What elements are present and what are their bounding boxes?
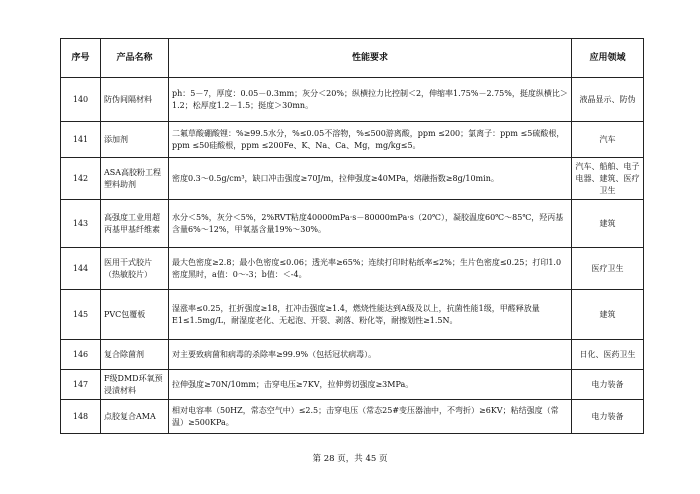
table-row [61,370,644,400]
application-field: 医疗卫生 [572,248,644,290]
performance-requirements: 相对电容率（50HZ，常态空气中）≤2.5；击穿电压（常态25#变压器油中，不弯折）≥6KV；粘结强度（常温）≥500KPa。 [169,400,572,434]
application-field: 建筑 [572,290,644,340]
row-number: 141 [61,122,101,158]
performance-requirements: ph：5－7，厚度：0.05－0.3mm；灰分＜20%；纵横拉力比控制＜2，伸缩率1.75%－2.75%，挺度纵横比＞1.2；松厚度1.2－1.5；挺度＞30mn。 [169,78,572,122]
performance-requirements: 湿涨率≤0.25，扛折强度≥18，扛冲击强度≥1.4，燃烧性能达到A级及以上，抗菌性能1级，甲醛释放量E1≤1.5mg/L，耐湿度老化、无起泡、开裂、剥落、粉化等，耐擦划性≥1.5N。 [169,290,572,340]
row-number: 146 [61,340,101,370]
table-row [61,340,644,370]
performance-requirements: 拉伸强度≥70N/10mm；击穿电压≥7KV，拉伸剪切强度≥3MPa。 [169,370,572,400]
table-header-row [61,39,644,78]
row-number: 144 [61,248,101,290]
product-name: PVC包覆板 [101,290,169,340]
product-table [60,38,644,434]
performance-requirements: 密度0.3～0.5g/cm³，缺口冲击强度≥70J/m，拉伸强度≥40MPa，熔融指数≥8g/10min。 [169,158,572,200]
product-name: F级DMD环氧预浸渍材料 [101,370,169,400]
header-product-name: 产品名称 [101,39,169,78]
application-field: 建筑 [572,200,644,248]
product-name: 防伪间隔材料 [101,78,169,122]
table-row [61,248,644,290]
row-number: 143 [61,200,101,248]
row-number: 140 [61,78,101,122]
product-name: 点胶复合AMA [101,400,169,434]
page-footer: 第 28 页，共 45 页 [312,454,388,464]
table-row [61,290,644,340]
application-field: 日化、医药卫生 [572,340,644,370]
product-name: 添加剂 [101,122,169,158]
header-serial-number: 序号 [61,39,101,78]
product-name: 高强度工业用超丙基甲基纤维素 [101,200,169,248]
performance-requirements: 对主要致病菌和病毒的杀除率≥99.9%（包括冠状病毒）。 [169,340,572,370]
table-row [61,200,644,248]
row-number: 142 [61,158,101,200]
table-row [61,158,644,200]
application-field: 电力装备 [572,400,644,434]
table-row [61,122,644,158]
product-name: 医用干式胶片（热敏胶片） [101,248,169,290]
row-number: 148 [61,400,101,434]
performance-requirements: 最大色密度≥2.8；最小色密度≤0.06；透光率≥65%；连续打印时粘纸率≤2%；生片色密度≤0.25；打印1.0密度黑时，a值：0～-3；b值：＜-4。 [169,248,572,290]
performance-requirements: 水分＜5%，灰分＜5%，2%RVT粘度40000mPa·s－80000mPa·s（20℃），凝胶温度60℃～85℃，羟丙基含量6%～12%，甲氧基含量19%～30%。 [169,200,572,248]
application-field: 液晶显示、防伪 [572,78,644,122]
header-performance-requirements: 性能要求 [169,39,572,78]
application-field: 汽车 [572,122,644,158]
product-name: 复合除菌剂 [101,340,169,370]
application-field: 汽车、船舶、电子电器、建筑、医疗卫生 [572,158,644,200]
row-number: 147 [61,370,101,400]
product-name: ASA高胶粉工程塑料助剂 [101,158,169,200]
table-row [61,78,644,122]
table-row [61,400,644,434]
application-field: 电力装备 [572,370,644,400]
performance-requirements: 二氟草酸硼酸锂：%≥99.5水分，%≤0.05不溶物，%≤500游离酸，ppm ≤200；氯离子：ppm ≤5硫酸根，ppm ≤50硅酸根，ppm ≤200Fe、K、Na、Ca、Mg，mg/kg≤5。 [169,122,572,158]
row-number: 145 [61,290,101,340]
header-application-field: 应用领域 [572,39,644,78]
